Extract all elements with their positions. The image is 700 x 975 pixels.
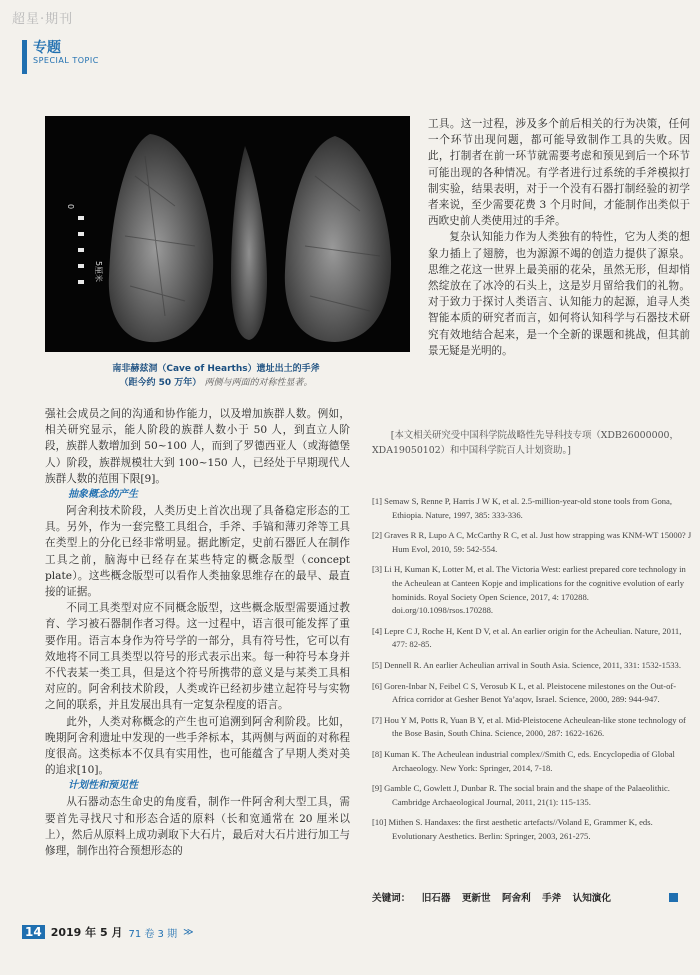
keyword: 手斧 [542, 893, 562, 904]
paragraph: 强社会成员之间的沟通和协作能力，以及增加族群人数。例如，相关研究显示，能人阶段的族群人数小于 50 人，到直立人阶段，族群人数增加到 50~100 人，而到了罗德西亚人（或海德堡人）阶段，族群规模壮大到 100~150 人，已经处于早期现代人族群人数的范围下限[9]。 [45, 408, 350, 485]
reference-item: [8] Kuman K. The Acheulean industrial complex//Smith C, eds. Encyclopedia of Global Archaeology. New York: Springer, 2014, 7-18. [372, 748, 675, 773]
reference-item: [1] Semaw S, Renne P, Harris J W K, et al. 2.5-million-year-old stone tools from Gona, Ethiopia. Nature, 1997, 385: 333-336. [372, 496, 673, 520]
keyword: 阿舍利 [501, 893, 531, 904]
watermark: 超星·期刊 [12, 12, 74, 27]
left-column [45, 406, 350, 859]
section-heading: 抽象概念的产生 [68, 489, 138, 501]
reference-item: [2] Graves R R, Lupo A C, McCarthy R C, et al. Just how strapping was KNM-WT 15000? J Hum Evol, 2010, 59: 542-554. [372, 530, 692, 554]
keyword: 旧石器 [421, 893, 451, 904]
paragraph: 复杂认知能力作为人类独有的特性，它为人类的想象力插上了翅膀，也为源源不竭的创造力提供了源泉。思维之花这一世界上最美丽的花朵，虽然无形，但却悄然绽放在了冰冷的石头上，这是岁月留给我们的礼物。对于致力于探讨人类语言、认知能力的起源，追寻人类智能本质的研究者而言，如何将认知科学与石器技术研究有效地结合起来，是一个全新的课题和挑战，但其前景无疑是光明的。 [428, 231, 690, 357]
reference-item: [5] Dennell R. An earlier Acheulian arrival in South Asia. Science, 2011, 331: 1532-1533. [372, 659, 681, 670]
figure-caption [96, 362, 336, 390]
paragraph: 工具。这一过程，涉及多个前后相关的行为决策，任何一个环节出现问题，都可能导致制作工具的失败。因此，打制者在前一环节就需要考虑和预见到后一个环节可能出现的各种情况。有学者进行过系统的手斧模拟打制实验，结果表明，对于一个没有石器打制经验的初学者来说，至少需要花费 3 个月时间，才能制作出类似于西欧史前人类使用过的手斧。 [428, 118, 690, 228]
right-column [428, 116, 690, 359]
funding-note: [本文相关研究受中国科学院战略性先导科技专项（XDB26000000，XDA19050102）和中国科学院百人计划资助。] [372, 430, 679, 456]
handaxe-side [231, 146, 267, 340]
end-mark [669, 893, 678, 902]
caption-age: （距今约 50 万年） [119, 378, 202, 388]
paragraph: 从石器动态生命史的角度看，制作一件阿舍利大型工具，需要首先寻找尺寸和形态合适的原料（长和宽通常在 20 厘米以上），然后从原料上成功剥取下大石片，最后对大石片进行加工与修理，制作出符合预想形态的 [45, 796, 350, 858]
keyword: 更新世 [461, 893, 491, 904]
keywords-label: 关键词： [372, 893, 411, 904]
references-list [372, 495, 692, 850]
page-number: 14 [22, 925, 45, 939]
section-tag-en: SPECIAL TOPIC [33, 56, 99, 65]
reference-item: [7] Hou Y M, Potts R, Yuan B Y, et al. Mid-Pleistocene Acheulean-like stone technology of the Bose Basin, South China. Science, 2000, 287: 1622-1626. [372, 714, 686, 739]
keywords [372, 890, 619, 904]
keyword: 认知演化 [572, 893, 611, 904]
paragraph: 不同工具类型对应不同概念版型，这些概念版型需要通过教育、学习被石器制作者习得。这一过程中，语言很可能发挥了重要作用。语言本身作为符号学的一部分，具有符号性，它可以有效地将不同工具类型以符号的形式表示出来。每一种符号本身并不代表某一类工具，但是这个符号所携带的意义是与某类工具相对应的。阿舍利技术阶段，人类或许已经初步建立起符号与实物之间的联系，并且发展出具有一定复杂程度的语言。 [45, 602, 350, 712]
scale-bar [66, 203, 106, 326]
caption-note: 两侧与两面的对称性显著。 [204, 378, 313, 388]
paragraph: 阿舍利技术阶段，人类历史上首次出现了具备稳定形态的工具。另外，作为一套完整工具组合，手斧、手镐和薄刃斧等工具在类型上的分化已经非常明显。据此断定，史前石器匠人在制作工具之前，脑海中已经存在某些特定的概念版型（concept plate）。这些概念版型可以看作人类抽象思维存在的最早、最直接的证据。 [45, 505, 350, 599]
issue-date: 2019 年 5 月 [50, 926, 123, 939]
reference-item: [6] Goren-Inbar N, Feibel C S, Verosub K L, et al. Pleistocene milestones on the Out-of-Africa corridor at Gesher Benot Ya’aqov, Israel. Science, 2000, 289: 944-947. [372, 680, 677, 705]
page-footer [22, 924, 194, 940]
section-heading: 计划性和预见性 [68, 780, 138, 792]
arrow-icon: ≫ [183, 926, 194, 938]
reference-item: [9] Gamble C, Gowlett J, Dunbar R. The social brain and the shape of the Palaeolithic. Cambridge Archaeological Journal, 2011, 21(1): 115-135. [372, 783, 670, 807]
section-tag [22, 40, 99, 74]
reference-item: [4] Lepre C J, Roche H, Kent D V, et al. An earlier origin for the Acheulian. Nature, 2011, 477: 82-85. [372, 625, 682, 650]
reference-item: [3] Li H, Kuman K, Lotter M, et al. The Victoria West: earliest prepared core technology in the Acheulean at Canteen Kopje and implications for the cognitive evolution of early hominids. Royal Society Open Science, 2017, 4: 170288. doi.org/10.1098/rsos.170288. [372, 564, 686, 616]
caption-main: 南非赫兹洞（Cave of Hearths）遗址出土的手斧 [112, 364, 320, 374]
scale-unit-label: 5厘米 [94, 260, 104, 283]
paragraph: 此外，人类对称概念的产生也可追溯到阿舍利阶段。比如，晚期阿舍利遗址中发现的一些手斧标本，其两侧与两面的对称程度很高。这类标本不仅具有实用性，也可能蕴含了早期人类对美的追求[10]。 [45, 715, 350, 777]
handaxe-back [285, 136, 391, 342]
scale-zero-label: 0 [66, 203, 76, 210]
issue-volume: 71 卷 3 期 [128, 928, 178, 940]
reference-item: [10] Mithen S. Handaxes: the first aesthetic artefacts//Voland E, Grammer K, eds. Evolutionary Aesthetics. Berlin: Springer, 2003, 261-275. [372, 817, 653, 841]
handaxe-front [109, 134, 213, 342]
section-tag-zh: 专题 [33, 40, 61, 56]
